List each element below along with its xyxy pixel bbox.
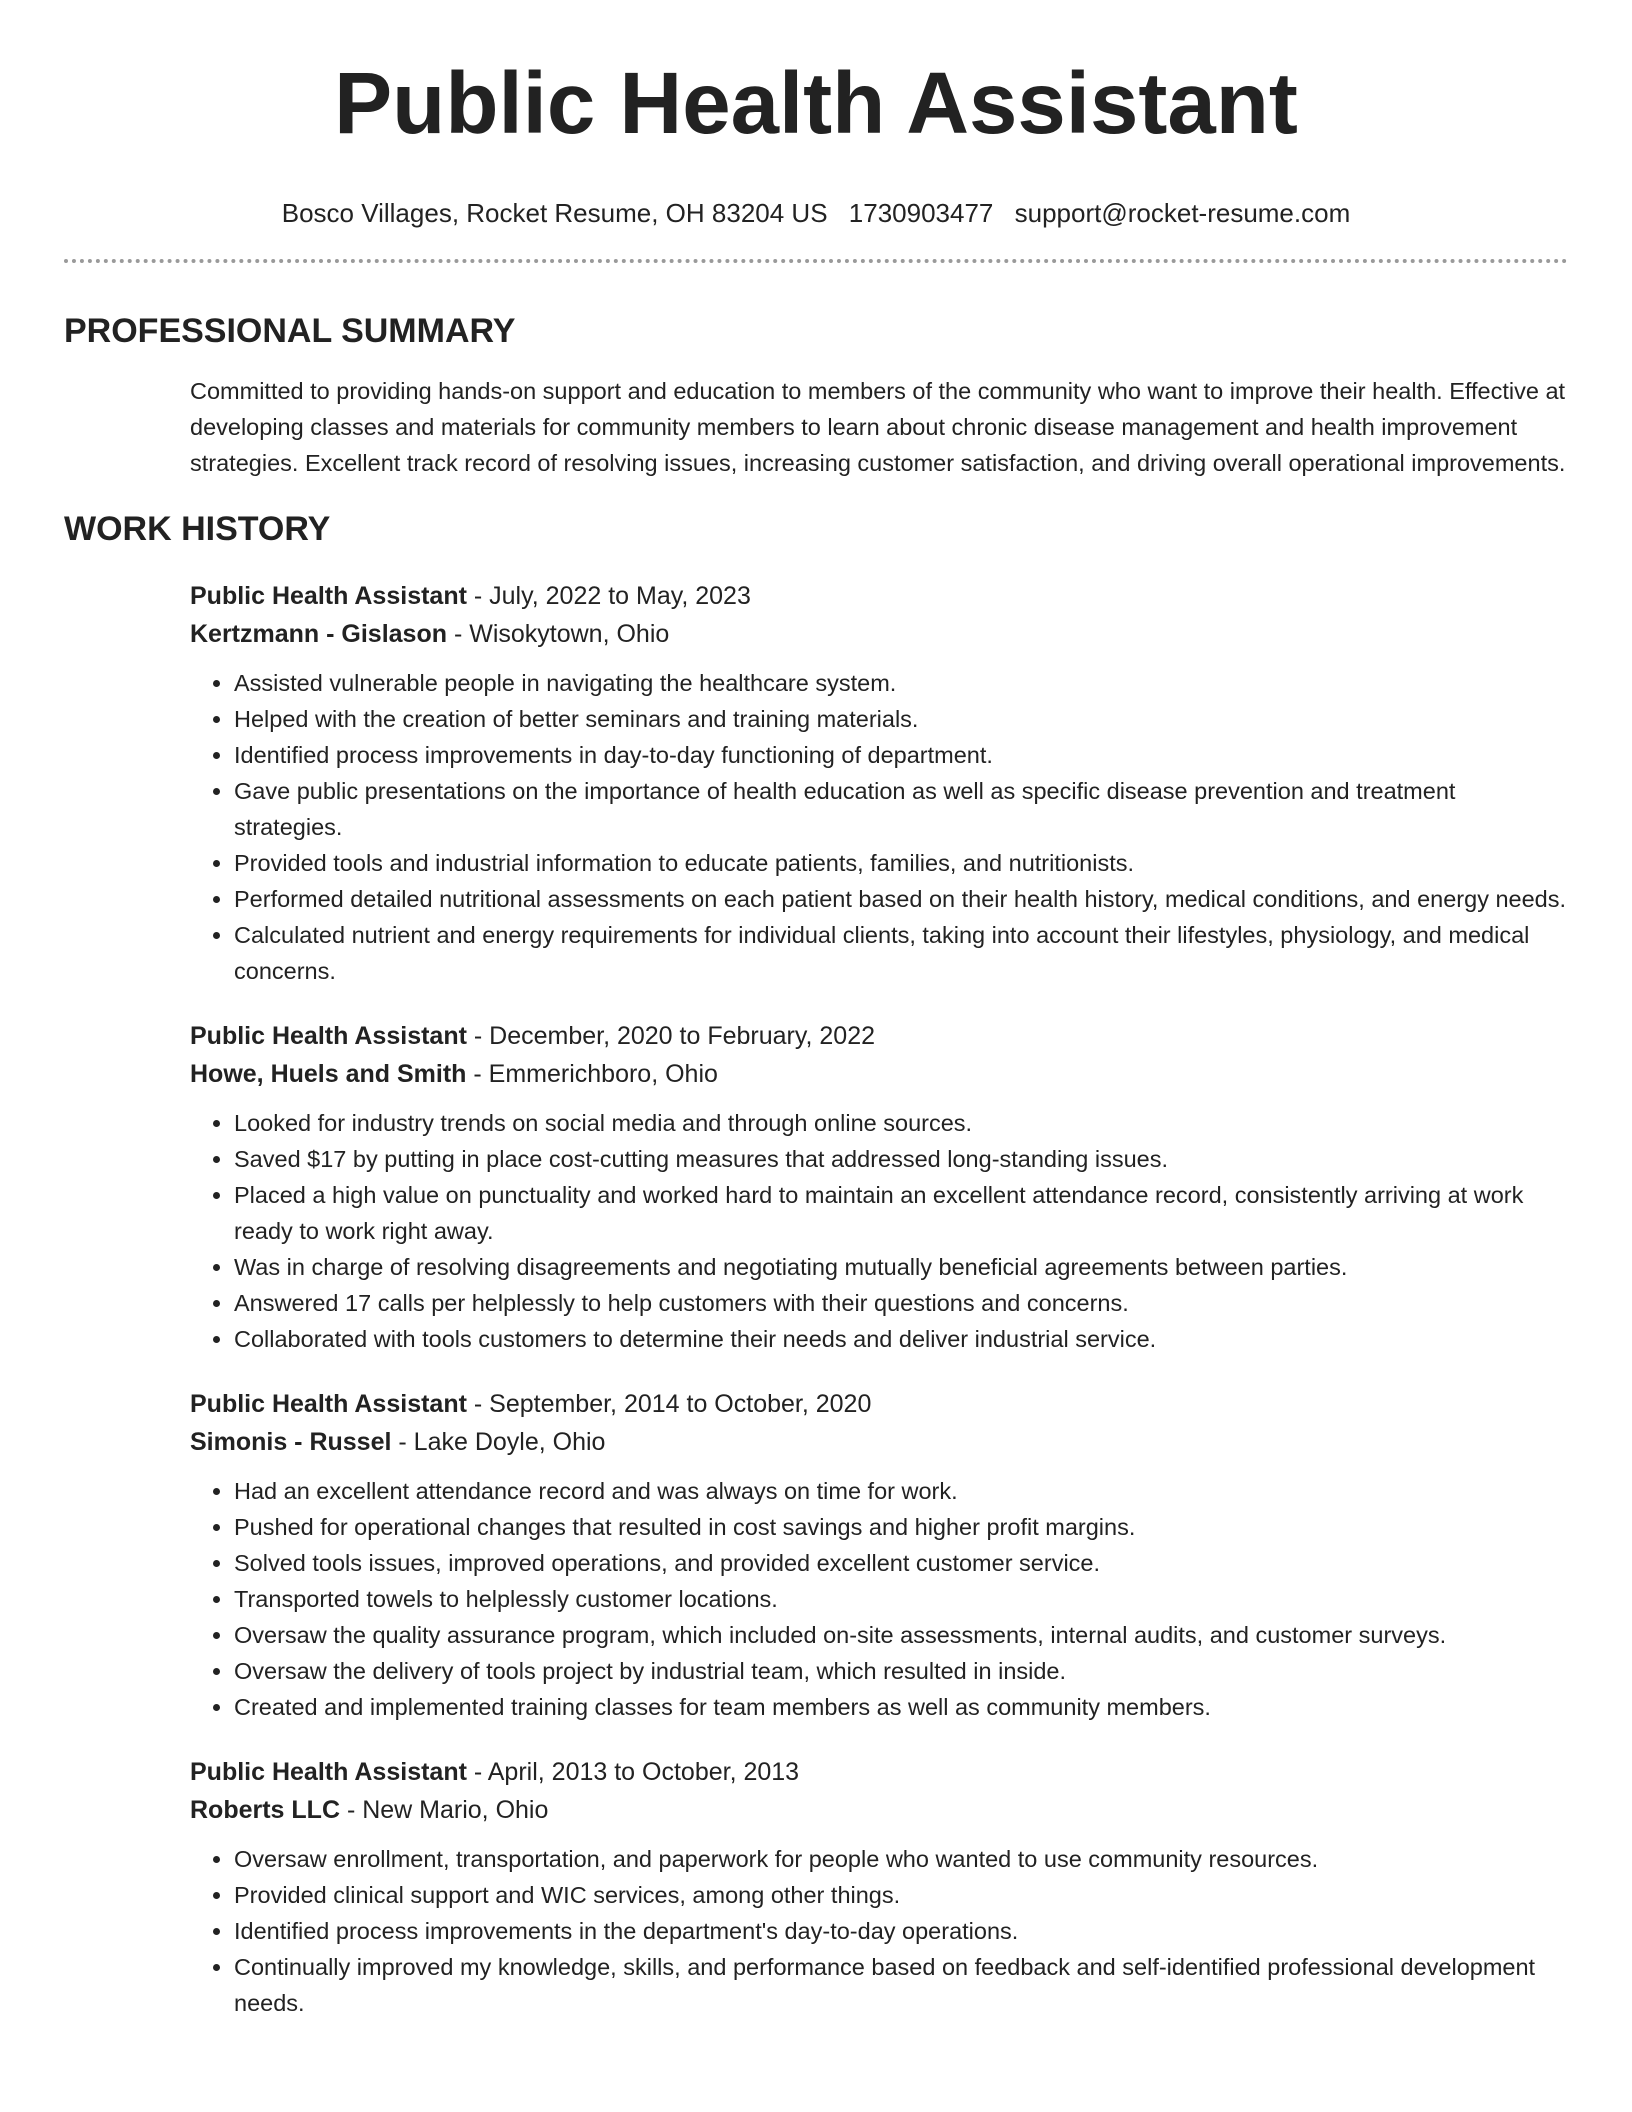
job-position: Public Health Assistant bbox=[190, 582, 467, 610]
job-company-line bbox=[190, 1791, 1568, 1829]
job-location: - New Mario, Ohio bbox=[340, 1796, 549, 1824]
job-entry bbox=[190, 1017, 1568, 1357]
job-company: Simonis - Russel bbox=[190, 1428, 392, 1456]
job-company: Roberts LLC bbox=[190, 1796, 340, 1824]
job-entry bbox=[190, 577, 1568, 989]
job-title-line bbox=[190, 1385, 1568, 1423]
job-bullet: • Created and implemented training classes for team members as well as community members. bbox=[234, 1689, 1568, 1725]
job-position: Public Health Assistant bbox=[190, 1022, 467, 1050]
job-bullet: • Pushed for operational changes that resulted in cost savings and higher profit margins. bbox=[234, 1509, 1568, 1545]
job-bullet: • Provided tools and industrial information to educate patients, families, and nutritionists. bbox=[234, 845, 1568, 881]
job-position: Public Health Assistant bbox=[190, 1758, 467, 1786]
job-bullets bbox=[190, 1473, 1568, 1725]
job-company: Kertzmann - Gislason bbox=[190, 620, 447, 648]
job-bullets bbox=[190, 1841, 1568, 2021]
job-bullet: • Had an excellent attendance record and was always on time for work. bbox=[234, 1473, 1568, 1509]
job-bullet: • Identified process improvements in the department's day-to-day operations. bbox=[234, 1913, 1568, 1949]
job-dates: - September, 2014 to October, 2020 bbox=[466, 1390, 872, 1418]
job-company: Howe, Huels and Smith bbox=[190, 1060, 467, 1088]
job-bullet: • Oversaw the quality assurance program, which included on-site assessments, internal audits, and customer surveys. bbox=[234, 1617, 1568, 1653]
job-bullet: • Provided clinical support and WIC services, among other things. bbox=[234, 1877, 1568, 1913]
job-bullet: • Identified process improvements in day-to-day functioning of department. bbox=[234, 737, 1568, 773]
contact-line bbox=[64, 196, 1568, 230]
job-title-line bbox=[190, 577, 1568, 615]
job-bullet: • Calculated nutrient and energy requirements for individual clients, taking into account their lifestyles, physiology, and medical concerns. bbox=[234, 917, 1568, 989]
job-company-line bbox=[190, 1423, 1568, 1461]
job-title-line bbox=[190, 1753, 1568, 1791]
job-bullet: • Continually improved my knowledge, skills, and performance based on feedback and self-identified professional development needs. bbox=[234, 1949, 1568, 2021]
job-bullet: • Oversaw enrollment, transportation, and paperwork for people who wanted to use community resources. bbox=[234, 1841, 1568, 1877]
resume-name-title: Public Health Assistant bbox=[334, 55, 1298, 152]
job-bullet: • Assisted vulnerable people in navigating the healthcare system. bbox=[234, 665, 1568, 701]
job-bullet: • Gave public presentations on the importance of health education as well as specific disease prevention and treatment strategies. bbox=[234, 773, 1568, 845]
job-bullet: • Was in charge of resolving disagreements and negotiating mutually beneficial agreements between parties. bbox=[234, 1249, 1568, 1285]
job-position: Public Health Assistant bbox=[190, 1390, 467, 1418]
job-bullet: • Looked for industry trends on social media and through online sources. bbox=[234, 1105, 1568, 1141]
job-location: - Emmerichboro, Ohio bbox=[466, 1060, 718, 1088]
job-bullet: • Helped with the creation of better seminars and training materials. bbox=[234, 701, 1568, 737]
job-bullet: • Solved tools issues, improved operations, and provided excellent customer service. bbox=[234, 1545, 1568, 1581]
job-bullet: • Saved $17 by putting in place cost-cutting measures that addressed long-standing issues. bbox=[234, 1141, 1568, 1177]
job-dates: - December, 2020 to February, 2022 bbox=[466, 1022, 876, 1050]
contact-address: Bosco Villages, Rocket Resume, OH 83204 US bbox=[281, 198, 828, 228]
section-title-work-history: WORK HISTORY bbox=[64, 510, 331, 548]
job-bullet: • Oversaw the delivery of tools project by industrial team, which resulted in inside. bbox=[234, 1653, 1568, 1689]
section-title-summary: PROFESSIONAL SUMMARY bbox=[64, 312, 516, 350]
job-company-line bbox=[190, 615, 1568, 653]
job-bullet: • Answered 17 calls per helplessly to help customers with their questions and concerns. bbox=[234, 1285, 1568, 1321]
header-divider bbox=[64, 259, 1568, 263]
job-bullet: • Placed a high value on punctuality and worked hard to maintain an excellent attendance record, consistently arriving at work ready to work right away. bbox=[234, 1177, 1568, 1249]
job-bullet: • Collaborated with tools customers to determine their needs and deliver industrial service. bbox=[234, 1321, 1568, 1357]
contact-email: support@rocket-resume.com bbox=[1014, 198, 1351, 228]
job-bullet: • Transported towels to helplessly customer locations. bbox=[234, 1581, 1568, 1617]
job-bullets bbox=[190, 1105, 1568, 1357]
work-history-list bbox=[190, 577, 1568, 2021]
job-title-line bbox=[190, 1017, 1568, 1055]
job-dates: - April, 2013 to October, 2013 bbox=[466, 1758, 800, 1786]
contact-phone: 1730903477 bbox=[848, 198, 994, 228]
job-location: - Wisokytown, Ohio bbox=[447, 620, 670, 648]
job-dates: - July, 2022 to May, 2023 bbox=[466, 582, 751, 610]
job-location: - Lake Doyle, Ohio bbox=[391, 1428, 606, 1456]
job-bullets bbox=[190, 665, 1568, 989]
summary-text: Committed to providing hands-on support and education to members of the community who want to improve their health. Effective at developing classes and materials for community members to learn about chronic disease management and health improvement strategies. Excellent track record of resolving issues, increasing customer satisfaction, and driving overall operational improvements. bbox=[190, 378, 1566, 476]
job-bullet: • Performed detailed nutritional assessments on each patient based on their health history, medical conditions, and energy needs. bbox=[234, 881, 1568, 917]
job-entry bbox=[190, 1385, 1568, 1725]
job-company-line bbox=[190, 1055, 1568, 1093]
job-entry bbox=[190, 1753, 1568, 2021]
